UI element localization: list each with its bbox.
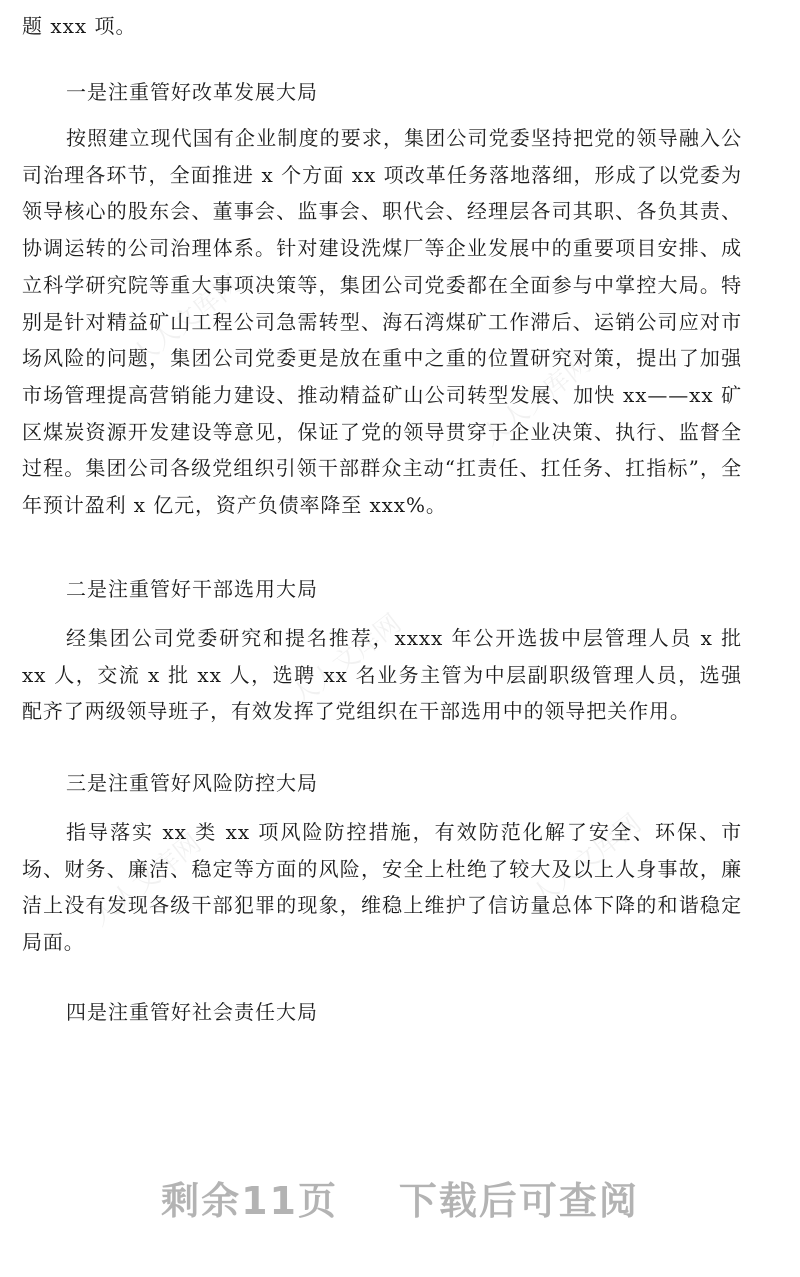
section-heading-1: 一是注重管好改革发展大局 — [66, 80, 318, 104]
watermark: 人人文库网 — [86, 828, 208, 933]
watermark: 人人文库网 — [526, 808, 648, 913]
remaining-pages-text: 剩余11页 — [161, 1179, 338, 1223]
download-notice[interactable] — [0, 1170, 800, 1225]
section-heading-2: 二是注重管好干部选用大局 — [66, 577, 318, 601]
continued-text-line: 题 xxx 项。 — [22, 14, 137, 38]
section-heading-3: 三是注重管好风险防控大局 — [66, 771, 318, 795]
watermark: 人人文库网 — [126, 268, 248, 373]
section-paragraph-2: 经集团公司党委研究和提名推荐，xxxx 年公开选拔中层管理人员 x 批 xx 人，交流 x 批 xx 人，选聘 xx 名业务主管为中层副职级管理人员，选强配齐了两级领导班子，有效发挥了党组织在干部选用中的领导把关作用。 — [22, 626, 742, 724]
watermark: 人人文库网 — [286, 608, 408, 713]
section-heading-4: 四是注重管好社会责任大局 — [66, 1000, 318, 1024]
section-paragraph-3: 指导落实 xx 类 xx 项风险防控措施，有效防范化解了安全、环保、市场、财务、廉洁、稳定等方面的风险，安全上杜绝了较大及以上人身事故，廉洁上没有发现各级干部犯罪的现象，维稳上维护了信访量总体下降的和谐稳定局面。 — [22, 820, 742, 955]
section-paragraph-1: 按照建立现代国有企业制度的要求，集团公司党委坚持把党的领导融入公司治理各环节，全面推进 x 个方面 xx 项改革任务落地落细，形成了以党委为领导核心的股东会、董事会、监事会、职代会、经理层各司其职、各负其责、协调运转的公司治理体系。针对建设洗煤厂等企业发展中的重要项目安排、成立科学研究院等重大事项决策等，集团公司党委都在全面参与中掌控大局。特别是针对精益矿山工程公司急需转型、海石湾煤矿工作滞后、运销公司应对市场风险的问题，集团公司党委更是放在重中之重的位置研究对策，提出了加强市场管理提高营销能力建设、推动精益矿山公司转型发展、加快 xx——xx 矿区煤炭资源开发建设等意见，保证了党的领导贯穿于企业决策、执行、监督全过程。集团公司各级党组织引领干部群众主动“扛责任、扛任务、扛指标”，全年预计盈利 x 亿元，资产负债率降至 xxx%。 — [22, 126, 742, 518]
download-to-view-text: 下载后可查阅 — [398, 1179, 639, 1223]
watermark: 人人文库网 — [476, 348, 598, 453]
